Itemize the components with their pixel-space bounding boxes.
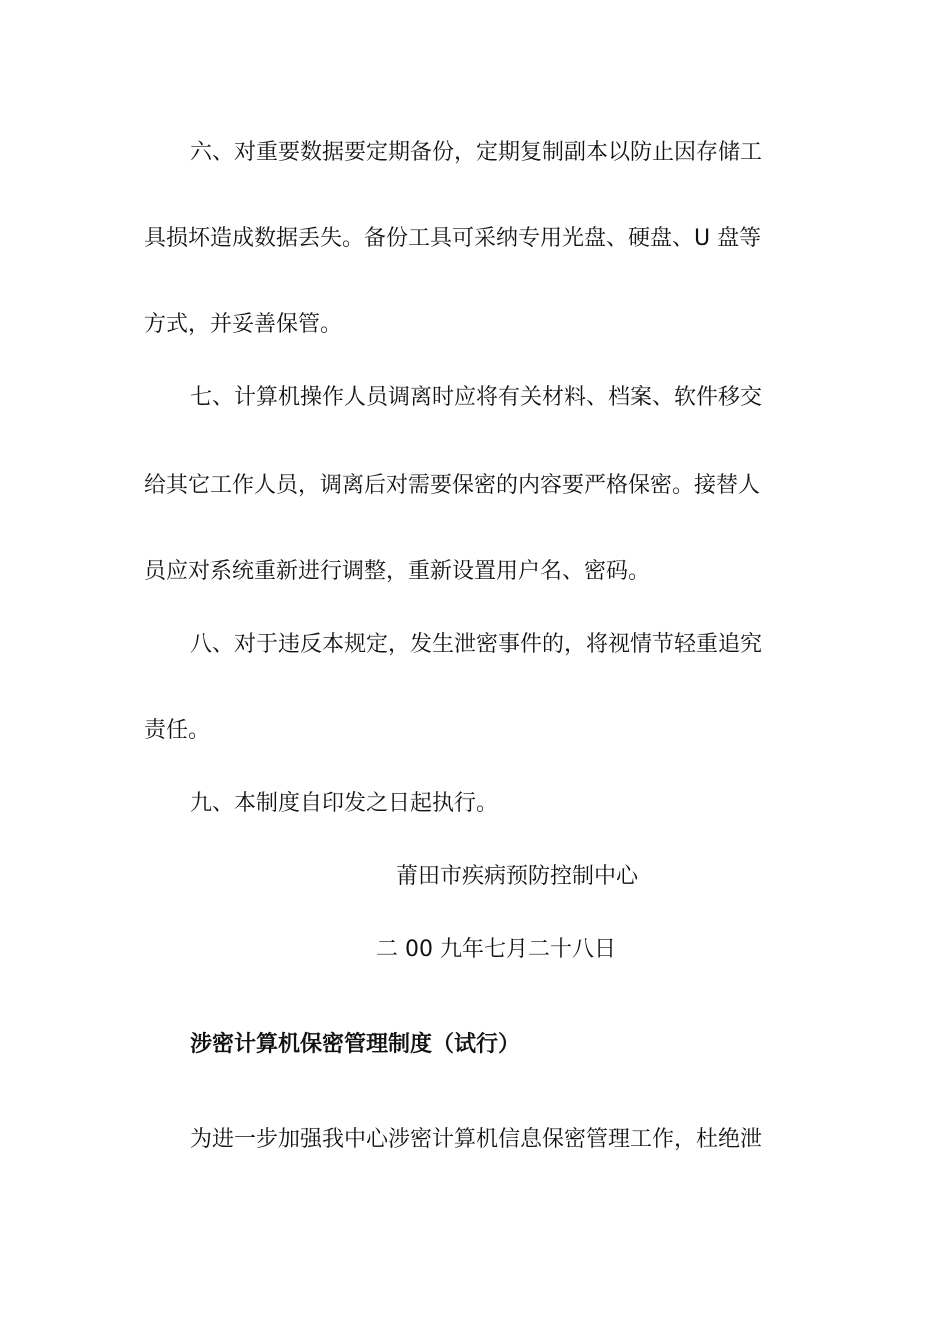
paragraph-8-line-2: 责任。 xyxy=(144,718,211,743)
paragraph-7-line-3: 员应对系统重新进行调整，重新设置用户名、密码。 xyxy=(144,559,651,584)
paragraph-8-line-1: 八、对于违反本规定，发生泄密事件的，将视情节轻重追究 xyxy=(190,632,763,657)
paragraph-6-line-3: 方式，并妥善保管。 xyxy=(144,312,343,337)
paragraph-7-line-2: 给其它工作人员，调离后对需要保密的内容要严格保密。接替人 xyxy=(144,473,761,498)
paragraph-6-line-1: 六、对重要数据要定期备份，定期复制副本以防止因存储工 xyxy=(190,140,763,165)
signature-organization: 莆田市疾病预防控制中心 xyxy=(396,864,639,889)
section-intro-line-1: 为进一步加强我中心涉密计算机信息保密管理工作，杜绝泄 xyxy=(190,1127,763,1152)
section-title: 涉密计算机保密管理制度（试行） xyxy=(190,1032,521,1057)
signature-date: 二 00 九年七月二十八日 xyxy=(376,937,616,962)
paragraph-9-line-1: 九、本制度自印发之日起执行。 xyxy=(190,791,499,816)
paragraph-7-line-1: 七、计算机操作人员调离时应将有关材料、档案、软件移交 xyxy=(190,385,763,410)
paragraph-6-line-2: 具损坏造成数据丢失。备份工具可采纳专用光盘、硬盘、U 盘等 xyxy=(144,226,762,251)
